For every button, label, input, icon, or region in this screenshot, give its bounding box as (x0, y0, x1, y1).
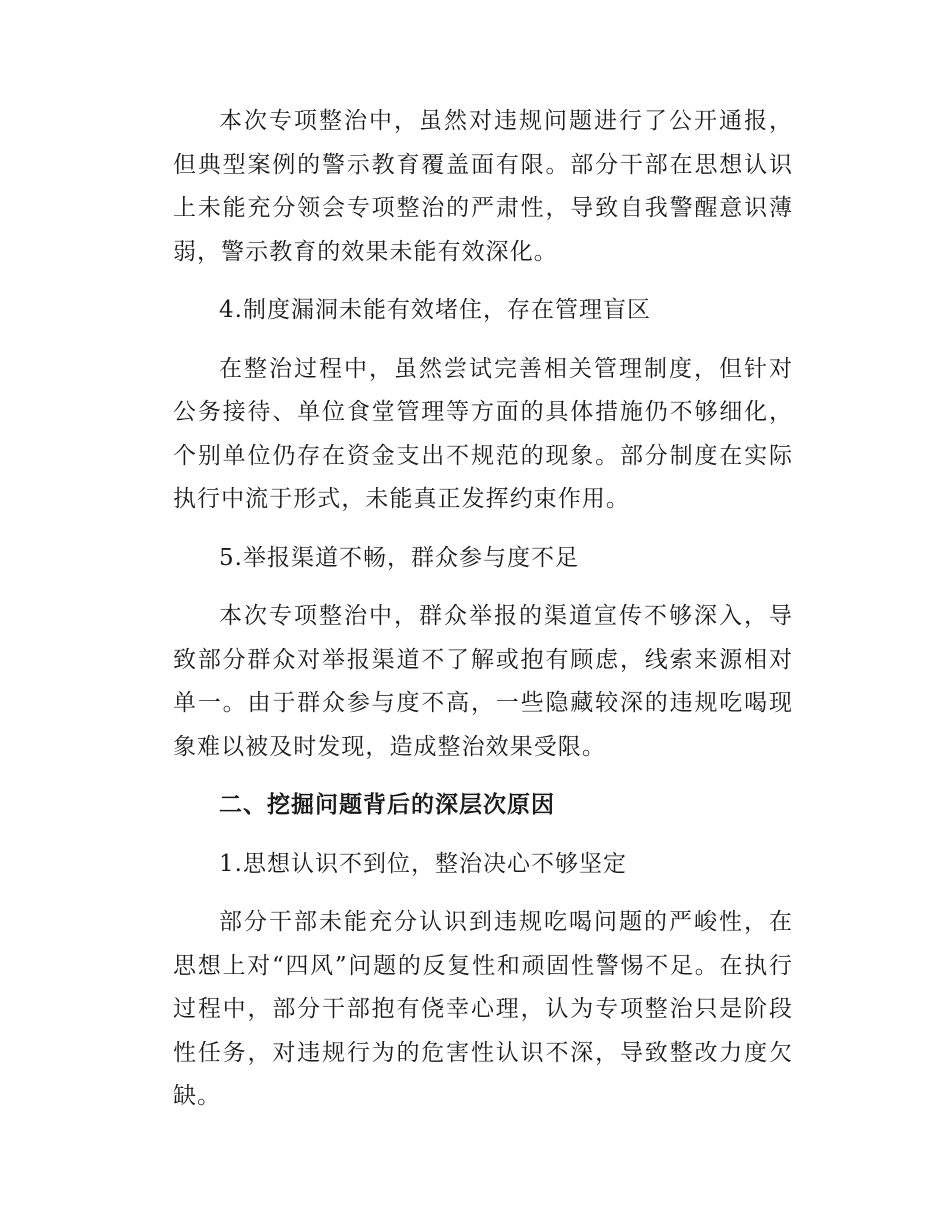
paragraph-report-channels: 本次专项整治中，群众举报的渠道宣传不够深入，导致部分群众对举报渠道不了解或抱有顾虑，线索来源相对单一。由于群众参与度不高，一些隐藏较深的违规吃喝现象难以被及时发现，造成整治效果受限。 (173, 603, 793, 760)
spacer (173, 769, 793, 784)
spacer (173, 828, 793, 843)
paragraph-warning-education: 本次专项整治中，虽然对违规问题进行了公开通报，但典型案例的警示教育覆盖面有限。部分干部在思想认识上未能充分领会专项整治的严肃性，导致自我警醒意识薄弱，警示教育的效果未能有效深化。 (173, 108, 793, 265)
subheading-5-report-channels: 5.举报渠道不畅，群众参与度不足 (219, 544, 579, 571)
spacer (173, 522, 793, 537)
paragraph-ideological-awareness: 部分干部未能充分认识到违规吃喝问题的严峻性，在思想上对“四风”问题的反复性和顽固性警惕不足。在执行过程中，部分干部抱有侥幸心理，认为专项整治只是阶段性任务，对违规行为的危害性认识不深，导致整改力度欠缺。 (173, 909, 793, 1109)
paragraph-system-loopholes: 在整治过程中，虽然尝试完善相关管理制度，但针对公务接待、单位食堂管理等方面的具体措施仍不够细化，个别单位仍存在资金支出不规范的现象。部分制度在实际执行中流于形式，未能真正发挥约束作用。 (173, 355, 793, 512)
spacer (173, 580, 793, 595)
section-heading-deep-causes: 二、挖掘问题背后的深层次原因 (219, 792, 555, 818)
document-page (173, 100, 793, 1119)
subheading-4-system-loopholes: 4.制度漏洞未能有效堵住，存在管理盲区 (219, 297, 651, 323)
subheading-1-ideological-awareness: 1.思想认识不到位，整治决心不够坚定 (219, 850, 627, 877)
spacer (173, 886, 793, 901)
spacer (173, 274, 793, 289)
spacer (173, 333, 793, 348)
